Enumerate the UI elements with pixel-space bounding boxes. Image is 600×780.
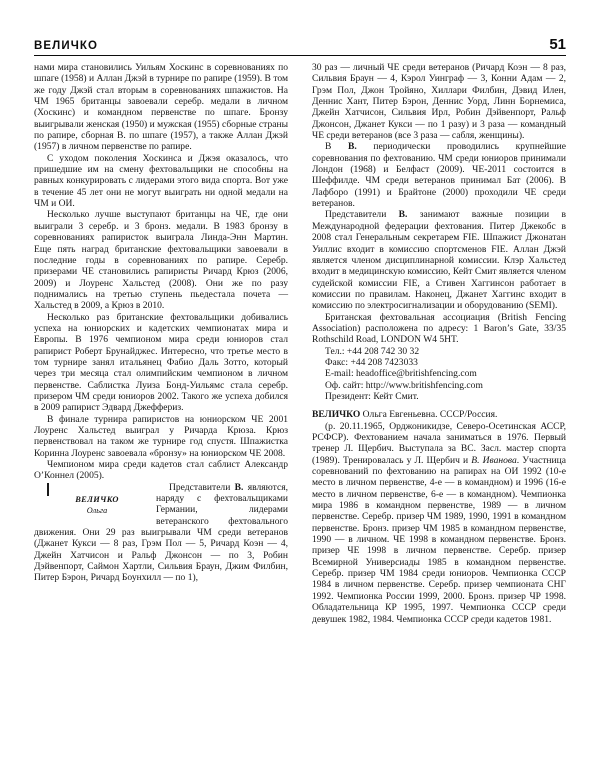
paragraph: нами мира становились Уильям Хоскинс в соревнованиях по шпаге (1958) и Аллан Джэй в турнире по рапире (1959). В том же году Джэй стал вторым в соревнованиях шпажистов. На ЧМ 1965 британцы завоевали серебр. медали в личном (Хоскинс) и командном первенстве по шпаге. Бронзу выигрывали женская (1950) и мужская (1955) сборные страны по рапире, сборная В. по шпаге (1957), а также Аллан Джэй (1957) в личном первенстве по рапире. [34,62,288,153]
entry-body [312,421,566,625]
paragraph-with-photo [34,482,288,584]
paragraph: С уходом поколения Хоскинса и Джэя оказалось, что пришедшие им на смену фехтовальщики не способны на равных конкурировать с лидерами этого вида спорта. Вот уже в течение 45 лет они не могут выиграть ни одной медали на ЧМ и ОИ. [34,152,288,210]
paragraph: Чемпионом мира среди кадетов стал саблист Александр О’Коннел (2005). [34,459,288,482]
entry-headword-line [312,409,566,420]
contact-line: Факс: +44 208 7423033 [325,356,418,368]
paragraph-lead: В [325,141,349,153]
entry-body-post: . Участница соревнований по фехтованию на рапирах на ОИ 1992 (10-е место в личном первенстве, 4-е — в командном) и 1996 (16-е место в личном первенстве, 6-е — в командном). Чемпионка мира 1986 в командном первенстве, 1989 — в личном первенстве. Серебр. призер ЧМ 1989, 1990, 1991 в командном первенстве. Бронз. призер ЧМ 1985 в командном первенстве, 1990 — в личном. ЧЕ 1998 в командном первенстве. Бронз. призер ЧЕ 1998 в личном первенстве. Серебр. призер Всемирной Универсиады 1985 в командном первенстве. Серебр. призер ЧМ 1984 среди юниоров. Чемпионка СССР 1984 в личном первенстве. Серебр. призер чемпионата СНГ 1992. Чемпионка России 1999, 2000. Бронз. призер ЧР 1998. Обладательница КР 1995, 1997. Чемпионка СССР среди девушек 1982, 1984. Чемпионка СССР среди кадетов 1981. [312,454,566,625]
photo-caption-subname: Ольга [86,505,108,515]
text-columns [34,62,566,762]
entry-spacer [312,402,566,409]
left-column [34,62,288,762]
entry-headword: ВЕЛИЧКО [312,409,361,421]
paragraph: Несколько раз британские фехтовальщики добивались успеха на юниорских и кадетских чемпионатах мира и Европы. В 1976 чемпионом мира среди юниоров стал рапирист Роберт Брунайджес. Интересно, что третье место в том турнире занял итальянец Фабио Даль Зотто, который через три месяца стал олимпийским чемпионом в личном первенстве. Саблистка Луиза Бонд-Уильямс стала серебр. призером ЧМ среди юниоров 2002. Такого же успеха добился в 2009 рапирист Эдвард Джеффериз. [34,311,288,414]
paragraph-lead: Представители [169,481,235,493]
entry-coach-name: В. Иванова [471,454,517,466]
photo-block [34,484,147,517]
paragraph: Несколько лучше выступают британцы на ЧЕ, где они выиграли 3 серебр. и 3 бронз. медали. В 1983 бронзу в соревнованиях рапиристок выиграла Линда-Энн Мартин. Еще пять наград британские фехтовальщики завоевали в последние годы в соревнованиях по рапире. Серебр. призерами ЧЕ становились рапиристы Ричард Крюз (2006, 2009) и Лоуренс Хальстед (2008). Они же по разу поднимались на третью ступень пьедестала почета — Хальстед в 2009, а Крюз в 2010. [34,209,288,312]
paragraph: 30 раз — личный ЧЕ среди ветеранов (Ричард Коэн — 8 раз, Сильвия Браун — 4, Кэрол Уинграф — 3, Конни Адам — 2, Грэм Пол, Джон Тройяно, Хиллари Филбин, Дэвид Илен, Деннис Хант, Питер Бэрон, Деннис Уорд, Линн Борнемиса, Джейн Хатчисон, Сильвия Ирл, Робин Дэйвенпорт, Ральф Джонсон, Джанет Кукси — по 1 разу) и 3 раза — командный ЧЕ среди ветеранов (все 3 раза — сабля, женщины). [312,62,566,142]
right-column [312,62,566,762]
paragraph [312,209,566,311]
paragraph: В финале турнира рапиристов на юниорском ЧЕ 2001 Лоуренс Хальстед выиграл у Ричарда Крюза. Крюз первенствовал на таком же турнире год спустя. Шпажистка Коринна Лоуренс завоевала «бронзу» на юниорском ЧЕ 2008. [34,413,288,459]
page-title: ВЕЛИЧКО [34,39,99,52]
portrait-photo [47,483,49,496]
address-paragraph: Британская фехтовальная ассоциация (British Fencing Association) расположена по адресу: 1 Baron’s Gate, 33/35 Rothschild Road, LONDON W4 5HT. [312,311,566,346]
photo-caption-name: ВЕЛИЧКО [75,495,119,505]
paragraph [312,141,566,209]
contact-line: Тел.: +44 208 742 30 32 [325,345,420,357]
abbrev-bold: В. [398,209,408,221]
entry-body-pre: (р. 20.11.1965, Орджоникидзе, Северо-Осетинская АССР, РСФСР). Фехтованием начала заниматься в 1976. Первый тренер Л. Щербич. Выступала за ВС. Засл. мастер спорта (1989). Тренировалась у Л. Щербич и [312,420,566,466]
page-number: 51 [549,36,566,53]
contact-line: Оф. сайт: http://www.britishfencing.com [325,379,483,391]
paragraph-rest: периодически проводились крупнейшие соревнования по фехтованию. ЧМ среди юниоров принимали Лондон (1968) и Белфаст (2009). ЧЕ-2011 состоится в Шеффилде. ЧМ среди ветеранов принимал Бат (2006). В Лафборо (1991) и Брайтоне (2000) проходили ЧЕ среди ветеранов. [312,141,566,210]
running-header [34,28,566,56]
contact-line: Президент: Кейт Смит. [325,390,419,402]
paragraph-rest: занимают важные позиции в Международной федерации фехтования. Питер Джекобс в 2008 стал Генеральным секретарем FIE. Шпажист Джонатан Уиллис входит в комиссию спортсменов FIE. Аллан Джэй является членом дисциплинарной комиссии. Клэр Хальстед входит в медицинскую комиссию, Кейт Смит является членом судейской комиссии FIE, а Стивен Хаггинсон работает в комиссии по правилам. Наконец, Джанет Хаггинс входит в комиссию по электросигнализации и оборудованию (SEMI). [312,209,566,312]
abbrev-bold: В. [234,481,244,493]
entry-headword-rest: Ольга Евгеньевна. СССР/Россия. [360,409,498,421]
contact-line: E-mail: headoffice@britishfencing.com [325,368,477,380]
paragraph-lead: Представители [325,209,399,221]
photo-caption [34,495,147,516]
abbrev-bold: В. [348,141,357,153]
paragraph-rest: являются, наряду с фехтовальщиками Германии, лидерами ветеранского фехтовального движения. Они 29 раз выигрывали ЧМ среди ветеранов (Джанет Кукси — 8 раз, Грэм Пол — 5, Ричард Коэн — 4, Джейн Хатчисон и Ральф Джонсон — по 3, Робин Дэйвенпорт, Саймон Хартли, Сильвия Браун, Джим Филбин, Питер Бэрон, Ричард Боунхилл — по 1), [34,481,288,584]
